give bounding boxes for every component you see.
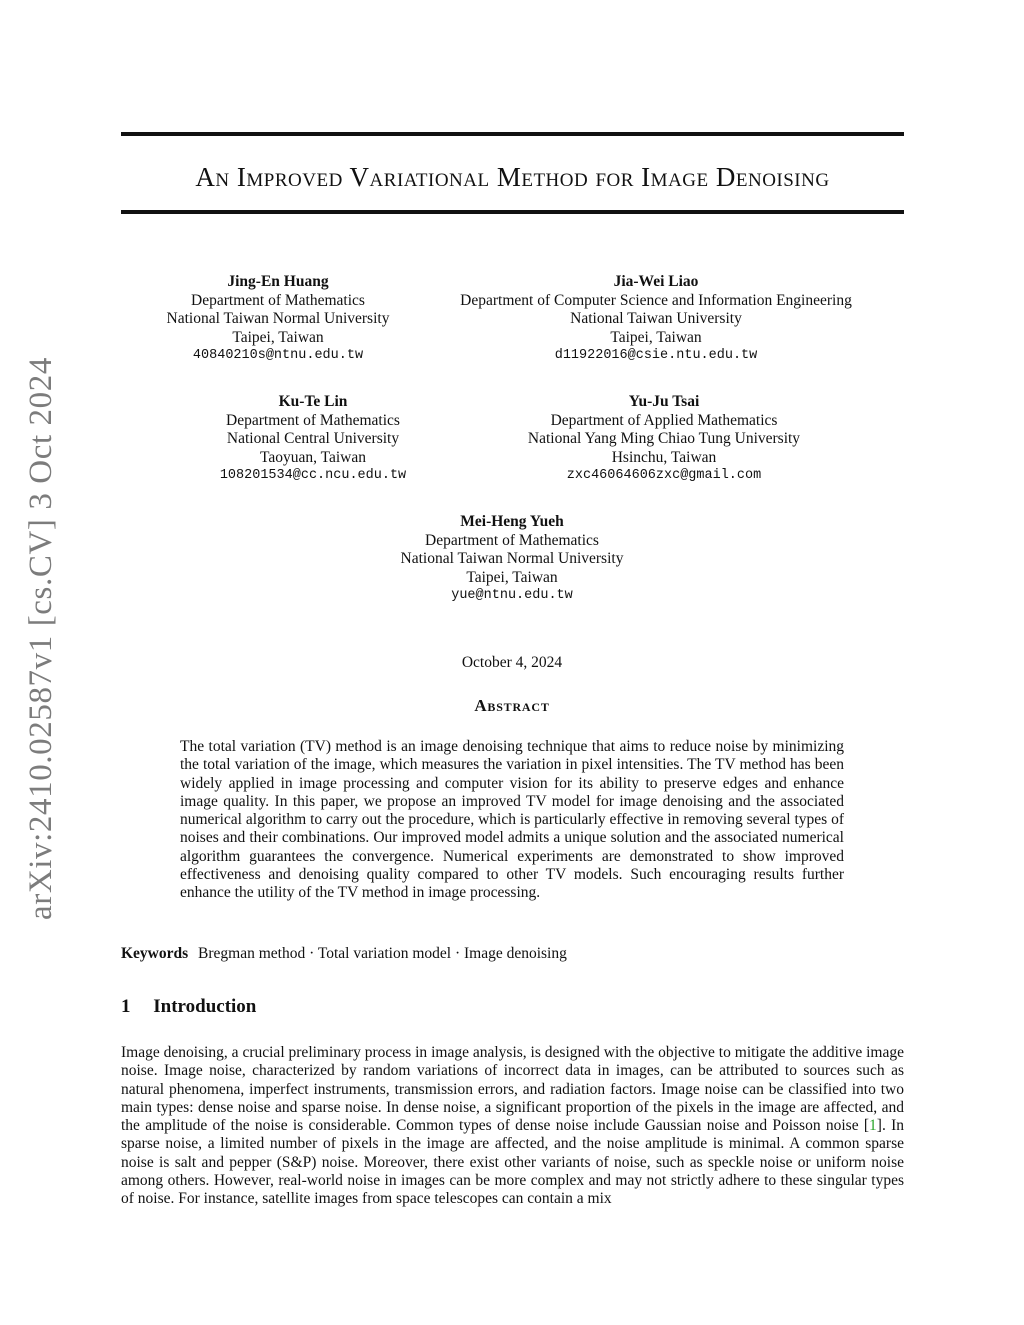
author-block-4 bbox=[486, 393, 842, 486]
author-email: yue@ntnu.edu.tw bbox=[451, 588, 573, 603]
author-institution: National Taiwan University bbox=[570, 310, 742, 327]
author-name: Mei-Heng Yueh bbox=[460, 513, 564, 530]
keywords-text: Bregman method · Total variation model · Image denoising bbox=[198, 945, 567, 962]
author-institution: National Central University bbox=[226, 430, 400, 447]
author-department: Department of Mathematics bbox=[191, 291, 365, 309]
author-department: Department of Computer Science and Information Engineering bbox=[460, 291, 852, 309]
author-block-3 bbox=[165, 393, 461, 486]
keywords-label: Keywords bbox=[121, 945, 189, 962]
author-email: zxc46064606zxc@gmail.com bbox=[566, 468, 762, 483]
keywords-line bbox=[121, 945, 904, 963]
citation-link[interactable]: 1 bbox=[869, 1117, 877, 1135]
author-institution: National Taiwan Normal University bbox=[400, 550, 624, 567]
author-institution: National Taiwan Normal University bbox=[166, 310, 390, 327]
paper-title: An Improved Variational Method for Image Denoising bbox=[195, 162, 830, 192]
intro-text-part-1: Image denoising, a crucial preliminary process in image analysis, is designed with the objective to mitigate the additive image noise. Image noise, characterized by random variations of incorrect data in images, can be attributed to sources such as natural phenomena, imperfect instruments, transmission errors, and radiation factors. Image noise can be classified into two main types: dense noise and sparse noise. In dense noise, a significant proportion of the pixels in the image are affected, and the amplitude of the noise is considerable. Common types of dense noise include Gaussian noise and Poisson noise [ bbox=[121, 1044, 904, 1135]
author-location: Taoyuan, Taiwan bbox=[259, 448, 366, 466]
abstract-heading: Abstract bbox=[474, 696, 550, 715]
author-email: 108201534@cc.ncu.edu.tw bbox=[219, 468, 407, 483]
section-title: Introduction bbox=[153, 996, 257, 1017]
author-location: Taipei, Taiwan bbox=[466, 568, 558, 586]
author-location: Taipei, Taiwan bbox=[610, 328, 702, 346]
introduction-paragraph bbox=[121, 1044, 904, 1209]
abstract-body: The total variation (TV) method is an image denoising technique that aims to reduce noise by minimizing the total variation of the image, which measures the variation in pixel intensities. The TV method has been widely applied in image processing and computer vision for its ability to preserve edges and enhance image quality. In this paper, we propose an improved TV model for image denoising and the associated numerical algorithm to carry out the procedure, which is particularly effective in removing several types of noises and their combinations. Our improved model admits a unique solution and the associated numerical algorithm guarantees the convergence. Numerical experiments are demonstrated to show improved effectiveness and denoising quality compared to other TV models. Such encouraging results further enhance the utility of the TV method in image processing. bbox=[180, 738, 844, 902]
author-name: Ku-Te Lin bbox=[278, 393, 348, 410]
author-department: Department of Mathematics bbox=[425, 531, 599, 549]
author-email: 40840210s@ntnu.edu.tw bbox=[192, 348, 364, 363]
paper-date: October 4, 2024 bbox=[461, 654, 563, 671]
section-heading-introduction bbox=[121, 996, 256, 1018]
title-bottom-rule bbox=[121, 210, 904, 214]
author-name: Jing-En Huang bbox=[227, 273, 329, 290]
title-top-rule bbox=[121, 132, 904, 136]
section-number: 1 bbox=[121, 996, 131, 1017]
author-block-5 bbox=[362, 513, 662, 606]
author-institution: National Yang Ming Chiao Tung University bbox=[527, 430, 801, 447]
author-location: Hsinchu, Taiwan bbox=[611, 448, 717, 466]
author-department: Department of Mathematics bbox=[226, 411, 400, 429]
author-department: Department of Applied Mathematics bbox=[550, 411, 778, 429]
author-block-2 bbox=[430, 273, 882, 366]
arxiv-watermark: arXiv:2410.02587v1 [cs.CV] 3 Oct 2024 bbox=[23, 357, 59, 920]
author-email: d11922016@csie.ntu.edu.tw bbox=[554, 348, 758, 363]
author-location: Taipei, Taiwan bbox=[232, 328, 324, 346]
author-name: Yu-Ju Tsai bbox=[628, 393, 700, 410]
author-name: Jia-Wei Liao bbox=[613, 273, 699, 290]
intro-text-part-2: ]. In sparse noise, a limited number of pixels in the image are affected, and the noise amplitude is minimal. A common sparse noise is salt and pepper (S&P) noise. Moreover, there exist other variants of noise, such as speckle noise or uniform noise among others. However, real-world noise in images can be more complex and may not strictly adhere to these singular types of noise. For instance, satellite images from space telescopes can contain a mix bbox=[121, 1117, 905, 1208]
author-block-1 bbox=[130, 273, 426, 366]
